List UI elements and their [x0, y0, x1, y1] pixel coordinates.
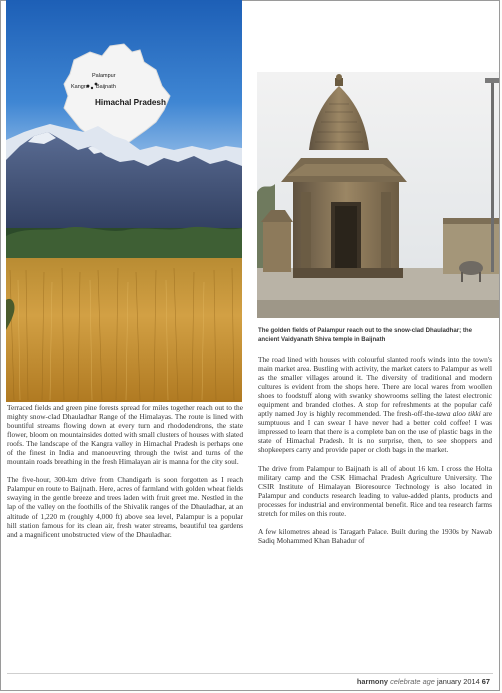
article-column-left	[7, 403, 243, 548]
issue-date: january 2014	[436, 677, 480, 686]
article-column-right	[258, 355, 492, 554]
paragraph-text: The road lined with houses with colourful slanted roofs winds into the town's main market area. Bustling with activity, the market caters to Palampur as well as the smaller villages around it. The diversity of traditional and modern cultures is evident from the shops here. There are local wares from woollen shoes to foodstuff along with swanky showrooms selling the latest electronic equipment and branded clothes. A stop for refreshments at the popular café aptly named Joy is highly recommended. The fresh-off-the-	[258, 355, 492, 419]
paragraph	[258, 355, 492, 455]
paragraph: A few kilometres ahead is Taragarh Palace. Built during the 1930s by Nawab Sadiq Mohammed Khan Bahadur of	[258, 526, 492, 545]
magazine-tagline: celebrate age	[390, 677, 435, 686]
map-town-palampur: Palampur	[92, 73, 116, 79]
map-state-label: Himachal Pradesh	[95, 98, 166, 107]
page-footer	[357, 677, 490, 686]
italic-term: tawa aloo tikki	[436, 409, 481, 419]
temple-photo	[257, 72, 499, 318]
paragraph: Terraced fields and green pine forests spread for miles together reach out to the mighty snow-clad Dhauladhar Range of the Himalayas. The route is lined with bountiful streams flowing down at every turn and rhododendrons, the state flower, bloom on mountainsides dotted with small clusters of houses with slated roofs. The landscape of the Kangra valley in Himachal Pradesh is perhaps one of the finest in India and manoeuvring through the twist and turns of the mountain roads breathing in the fresh Himalayan air is manna for the city soul.	[7, 403, 243, 467]
paragraph: The drive from Palampur to Baijnath is all of about 16 km. I cross the Holta military camp and the CSK Himachal Pradesh Agriculture University. The CSIR Institute of Himalayan Bioresource Technology is also located in Palampur and conducts research leading to value-added plants, products and processes for industrial and environmental benefit. Rice and tea research farms stretch for miles on this route.	[258, 463, 492, 518]
map-town-kangra: Kangra	[71, 84, 89, 90]
paragraph: The five-hour, 300-km drive from Chandigarh is soon forgotten as I reach Palampur en route to Baijnath. Here, acres of farmland with golden wheat fields swaying in the gentle breeze and trees laden with fruit greet me. Nestled in the lap of the valley on the foothills of the Shivalik ranges of the Dhauladhar, at an altitude of 1,220 m (roughly 4,000 ft) above sea level, Palampur is a popular hill station famous for its clean air, fresh water streams, beautiful tea gardens and a magnificent unobstructed view of the Dhauladhar.	[7, 475, 243, 539]
magazine-name: harmony	[356, 677, 389, 686]
landscape-photo	[6, 0, 242, 402]
paragraph-text: are sumptuous and I can swear I have never had a better cold coffee! I was impressed to learn that there is a complete ban on the use of plastic bags in the state of Himachal Pradesh. It is no surprise, then, to see shoppers and shopkeepers carry and provide paper or cloth bags in the market.	[258, 409, 492, 455]
page-number: 67	[481, 677, 490, 686]
footer-rule	[7, 673, 493, 674]
photo-caption: The golden fields of Palampur reach out to the snow-clad Dhauladhar; the ancient Vaidyanath Shiva temple in Baijnath	[258, 327, 472, 343]
map-town-baijnath: Baijnath	[96, 84, 116, 90]
